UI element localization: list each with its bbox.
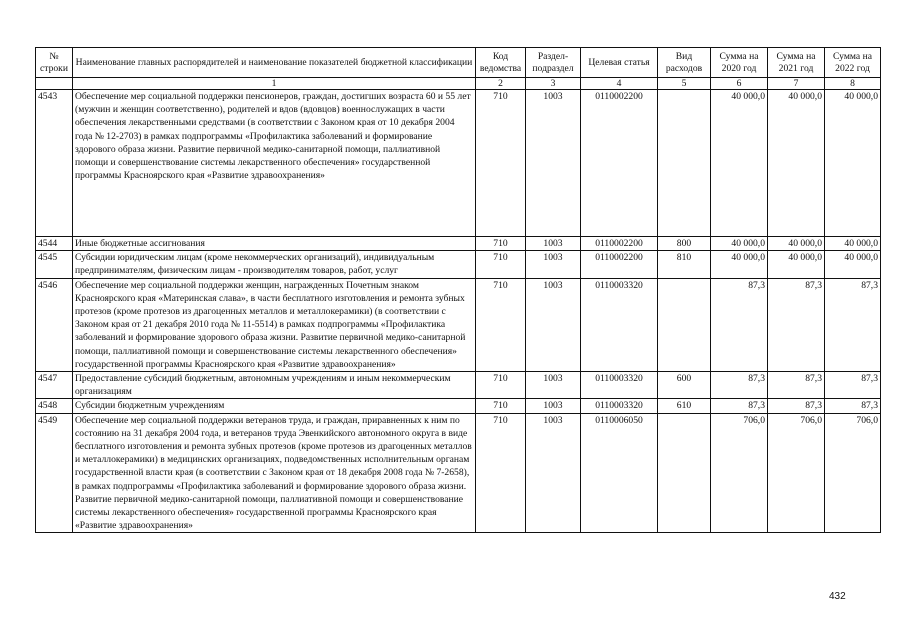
row-section: 1003	[526, 372, 581, 399]
budget-table	[35, 47, 881, 533]
row-sum-2022: 40 000,0	[825, 90, 881, 237]
row-number: 4545	[36, 251, 73, 278]
column-number: 1	[73, 78, 476, 90]
row-section: 1003	[526, 251, 581, 278]
row-sum-2021: 87,3	[768, 399, 825, 413]
row-sum-2020: 40 000,0	[711, 90, 768, 237]
row-sum-2021: 87,3	[768, 278, 825, 371]
column-number: 7	[768, 78, 825, 90]
row-section: 1003	[526, 413, 581, 533]
row-section: 1003	[526, 237, 581, 251]
row-dept-code: 710	[476, 278, 526, 371]
row-sum-2022: 87,3	[825, 372, 881, 399]
header-row	[36, 48, 881, 78]
header-expense-type: Вид расходов	[658, 48, 711, 78]
row-name: Предоставление субсидий бюджетным, автономным учреждениям и иным некоммерческим организациям	[73, 372, 476, 399]
header-sum-2020: Сумма на 2020 год	[711, 48, 768, 78]
column-number: 8	[825, 78, 881, 90]
row-number: 4549	[36, 413, 73, 533]
row-sum-2022: 40 000,0	[825, 251, 881, 278]
row-name: Обеспечение мер социальной поддержки женщин, награжденных Почетным знаком Красноярского края «Материнская слава», в части бесплатного изготовления и ремонта зубных протезов (кроме протезов из драгоценных металлов и металлокерамики) (в соответствии с Законом края от 21 декабря 2010 года № 11-5514) в рамках подпрограммы «Профилактика заболеваний и формирование здорового образа жизни. Развитие первичной медико-санитарной помощи, паллиативной помощи и совершенствование системы лекарственного обеспечения» государственной программы Красноярского края «Развитие здравоохранения»	[73, 278, 476, 371]
row-name: Обеспечение мер социальной поддержки ветеранов труда, и граждан, приравненных к ним по состоянию на 31 декабря 2004 года, и ветеранов труда Эвенкийского автономного округа в виде бесплатного изготовления и ремонта зубных протезов (кроме протезов из драгоценных металлов и металлокерамики) в медицинских организациях, подведомственных исполнительным органам государственной власти края (в соответствии с Законом края от 18 декабря 2008 года № 7-2658), в рамках подпрограммы «Профилактика заболеваний и формирование здорового образа жизни. Развитие первичной медико-санитарной помощи, паллиативной помощи и совершенствование системы лекарственного обеспечения» государственной программы Красноярского края «Развитие здравоохранения»	[73, 413, 476, 533]
row-sum-2020: 87,3	[711, 399, 768, 413]
row-sum-2021: 40 000,0	[768, 251, 825, 278]
row-target: 0110003320	[581, 278, 658, 371]
row-expense-type: 610	[658, 399, 711, 413]
header-sum-2022: Сумма на 2022 год	[825, 48, 881, 78]
header-target: Целевая статья	[581, 48, 658, 78]
row-number: 4543	[36, 90, 73, 237]
column-number: 6	[711, 78, 768, 90]
row-target: 0110002200	[581, 251, 658, 278]
column-number: 5	[658, 78, 711, 90]
row-name: Субсидии юридическим лицам (кроме некоммерческих организаций), индивидуальным предпринимателям, физическим лицам - производителям товаров, работ, услуг	[73, 251, 476, 278]
row-dept-code: 710	[476, 372, 526, 399]
table-row	[36, 278, 881, 371]
row-expense-type	[658, 413, 711, 533]
column-number-row	[36, 78, 881, 90]
row-target: 0110002200	[581, 90, 658, 237]
table-row	[36, 251, 881, 278]
row-number: 4548	[36, 399, 73, 413]
header-section: Раздел-подраздел	[526, 48, 581, 78]
row-target: 0110003320	[581, 399, 658, 413]
header-sum-2021: Сумма на 2021 год	[768, 48, 825, 78]
row-section: 1003	[526, 278, 581, 371]
row-sum-2022: 87,3	[825, 399, 881, 413]
row-sum-2021: 40 000,0	[768, 90, 825, 237]
row-sum-2020: 87,3	[711, 372, 768, 399]
row-expense-type: 600	[658, 372, 711, 399]
row-sum-2021: 706,0	[768, 413, 825, 533]
row-target: 0110006050	[581, 413, 658, 533]
table-row	[36, 413, 881, 533]
row-expense-type	[658, 278, 711, 371]
row-sum-2021: 40 000,0	[768, 237, 825, 251]
row-sum-2022: 706,0	[825, 413, 881, 533]
row-number: 4546	[36, 278, 73, 371]
page-number: 432	[829, 591, 846, 602]
row-dept-code: 710	[476, 399, 526, 413]
column-number: 3	[526, 78, 581, 90]
row-target: 0110003320	[581, 372, 658, 399]
row-dept-code: 710	[476, 90, 526, 237]
row-expense-type	[658, 90, 711, 237]
column-number: 4	[581, 78, 658, 90]
row-sum-2020: 87,3	[711, 278, 768, 371]
row-sum-2021: 87,3	[768, 372, 825, 399]
table-row	[36, 399, 881, 413]
header-name: Наименование главных распорядителей и наименование показателей бюджетной классификации	[73, 48, 476, 78]
budget-page	[35, 47, 880, 533]
column-number	[36, 78, 73, 90]
row-section: 1003	[526, 399, 581, 413]
row-expense-type: 800	[658, 237, 711, 251]
table-row	[36, 372, 881, 399]
row-number: 4547	[36, 372, 73, 399]
row-name: Иные бюджетные ассигнования	[73, 237, 476, 251]
header-dept-code: Код ведомства	[476, 48, 526, 78]
header-row-no: № строки	[36, 48, 73, 78]
row-sum-2020: 40 000,0	[711, 251, 768, 278]
row-dept-code: 710	[476, 237, 526, 251]
row-sum-2022: 40 000,0	[825, 237, 881, 251]
row-expense-type: 810	[658, 251, 711, 278]
table-row	[36, 90, 881, 237]
row-dept-code: 710	[476, 251, 526, 278]
row-name: Субсидии бюджетным учреждениям	[73, 399, 476, 413]
row-target: 0110002200	[581, 237, 658, 251]
row-dept-code: 710	[476, 413, 526, 533]
row-sum-2022: 87,3	[825, 278, 881, 371]
column-number: 2	[476, 78, 526, 90]
row-sum-2020: 40 000,0	[711, 237, 768, 251]
row-number: 4544	[36, 237, 73, 251]
table-row	[36, 237, 881, 251]
row-sum-2020: 706,0	[711, 413, 768, 533]
row-section: 1003	[526, 90, 581, 237]
row-name: Обеспечение мер социальной поддержки пенсионеров, граждан, достигших возраста 60 и 55 лет (мужчин и женщин соответственно), родителей и вдов (вдовцов) военнослужащих в части обеспечения лекарственными средствами (в соответствии с Законом края от 10 декабря 2004 года № 12-2703) в рамках подпрограммы «Профилактика заболеваний и формирование здорового образа жизни. Развитие первичной медико-санитарной помощи, паллиативной помощи и совершенствование системы лекарственного обеспечения» государственной программы Красноярского края «Развитие здравоохранения»	[73, 90, 476, 237]
